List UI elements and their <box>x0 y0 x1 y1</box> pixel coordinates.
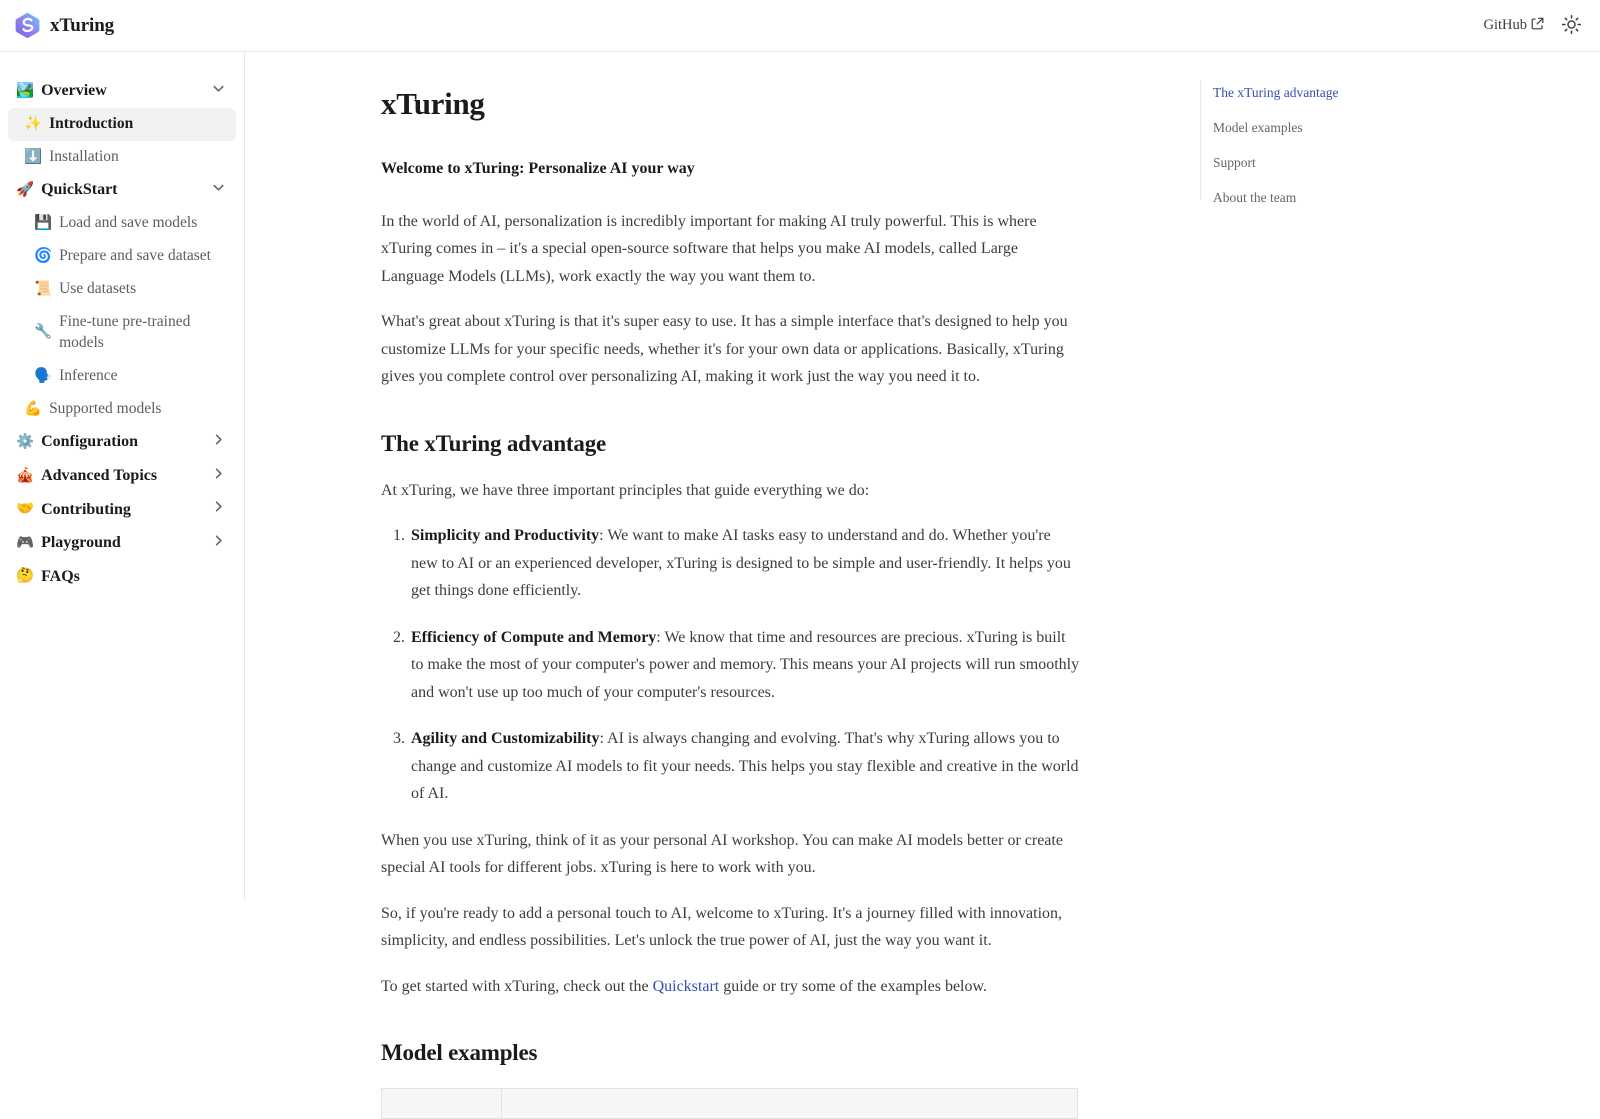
paragraph-1: In the world of AI, personalization is incredibly important for making AI truly powerful. This is where xTuring comes in – it's a special open-source software that helps you make AI models, called Large Language Models (LLMs), work exactly the way you want them to. <box>381 212 1037 285</box>
sidebar-item-introduction[interactable] <box>8 108 236 141</box>
sidebar-item-label: QuickStart <box>41 181 118 199</box>
rocket-icon: 🚀 <box>16 181 35 198</box>
github-link[interactable] <box>1484 17 1545 35</box>
sidebar-item-contributing[interactable] <box>8 493 236 527</box>
sidebar-item-label: Use datasets <box>59 279 137 297</box>
sidebar-item-label: Inference <box>59 366 118 384</box>
sun-icon <box>1561 14 1582 38</box>
top-navbar <box>0 0 1600 52</box>
scroll-icon: 📜 <box>34 281 53 298</box>
page-title: xTuring <box>381 86 485 121</box>
cta-paragraph <box>381 973 1081 1001</box>
flexed-biceps-icon: 💪 <box>24 400 43 417</box>
sidebar-item-advanced-topics[interactable] <box>8 459 236 493</box>
paragraph-4: So, if you're ready to add a personal touch to AI, welcome to xTuring. It's a journey filled with innovation, simplicity, and endless possibilities. Let's unlock the true power of AI, just the way you want it. <box>381 904 1063 950</box>
chevron-down-icon[interactable] <box>211 81 226 101</box>
principle-item <box>409 522 1081 605</box>
sidebar-item-label: Load and save models <box>59 214 198 232</box>
swirl-icon: 🌀 <box>34 248 53 265</box>
sparkles-icon: ✨ <box>24 115 43 132</box>
sidebar-item-playground[interactable] <box>8 526 236 560</box>
sidebar-item-faqs[interactable] <box>8 560 236 594</box>
sidebar-item-label: Installation <box>49 147 119 165</box>
toc-link-support[interactable]: Support <box>1213 154 1256 170</box>
paragraph-3: When you use xTuring, think of it as your personal AI workshop. You can make AI models better or create special AI tools for different jobs. xTuring is here to work with you. <box>381 831 1063 877</box>
chevron-right-icon[interactable] <box>211 466 226 486</box>
floppy-disk-icon: 💾 <box>34 215 53 232</box>
principle-text: : AI is always changing and evolving. That's why xTuring allows you to change and customize AI models to fit your needs. This helps you stay flexible and creative in the world of AI. <box>411 730 1079 803</box>
download-icon: ⬇️ <box>24 148 43 165</box>
sidebar-item-configuration[interactable] <box>8 425 236 459</box>
principle-item <box>409 725 1081 808</box>
navbar-actions <box>1484 13 1585 39</box>
sidebar-item-use-datasets[interactable] <box>8 273 236 306</box>
handshake-icon: 🤝 <box>16 501 35 518</box>
table-header-cell-2 <box>502 1089 1078 1119</box>
sidebar-item-label: Prepare and save dataset <box>59 246 211 264</box>
model-examples-table <box>381 1088 1078 1119</box>
sidebar-item-fine-tune-pre-trained-models[interactable] <box>8 306 236 360</box>
sidebar-item-label: Advanced Topics <box>41 467 158 485</box>
sidebar-item-label: Introduction <box>49 114 134 132</box>
advantage-intro: At xTuring, we have three important principles that guide everything we do: <box>381 481 870 499</box>
xturing-hexagon-logo-icon <box>14 12 41 39</box>
sidebar-item-label: Contributing <box>41 500 131 518</box>
sidebar-item-inference[interactable] <box>8 360 236 393</box>
sidebar-item-quickstart[interactable] <box>8 173 236 207</box>
doc-article <box>381 86 1081 1119</box>
sidebar-item-overview[interactable] <box>8 74 236 108</box>
landscape-icon: 🏞️ <box>16 82 35 99</box>
github-link-label: GitHub <box>1483 17 1527 33</box>
thinking-face-icon: 🤔 <box>16 568 35 585</box>
sidebar-item-installation[interactable] <box>8 141 236 174</box>
sidebar-item-label: Overview <box>41 82 107 99</box>
cta-suffix: guide or try some of the examples below. <box>719 977 988 995</box>
main-content <box>245 52 1200 1066</box>
sidebar-item-supported-models[interactable] <box>8 393 236 426</box>
page-lead: Welcome to xTuring: Personalize AI your way <box>381 160 695 177</box>
sidebar-item-label: Configuration <box>41 433 138 451</box>
sidebar-item-label: Fine-tune pre-trained models <box>59 312 191 351</box>
cta-prefix: To get started with xTuring, check out the <box>381 977 653 995</box>
sidebar-item-label: FAQs <box>41 567 80 585</box>
chevron-right-icon[interactable] <box>211 533 226 553</box>
paragraph-2: What's great about xTuring is that it's super easy to use. It has a simple interface that's designed to help you customize LLMs for your specific needs, whether it's for your own data or applications. Basically, xTuring gives you complete control over personalizing AI, making it work just the way you need it to. <box>381 313 1068 386</box>
sidebar-item-label: Playground <box>41 534 121 552</box>
table-header-row <box>382 1089 1078 1119</box>
sidebar-item-load-and-save-models[interactable] <box>8 207 236 240</box>
circus-tent-icon: 🎪 <box>16 467 35 484</box>
sidebar-navigation <box>0 52 245 900</box>
game-controller-icon: 🎮 <box>16 534 35 551</box>
external-link-icon <box>1531 17 1544 35</box>
principle-term: Efficiency of Compute and Memory <box>411 628 657 646</box>
toc-link-about-the-team[interactable]: About the team <box>1213 189 1297 205</box>
theme-toggle-button[interactable] <box>1558 13 1584 39</box>
toc-list <box>1200 80 1600 205</box>
toc-link-model-examples[interactable]: Model examples <box>1213 119 1303 135</box>
principle-term: Simplicity and Productivity <box>411 527 600 545</box>
speaking-head-icon: 🗣️ <box>34 367 53 384</box>
toc-link-the-xturing-advantage[interactable]: The xTuring advantage <box>1213 85 1339 100</box>
quickstart-link[interactable]: Quickstart <box>652 977 720 995</box>
brand-title: xTuring <box>50 14 115 36</box>
wrench-icon: 🔧 <box>34 324 53 341</box>
table-of-contents <box>1200 52 1600 900</box>
principle-term: Agility and Customizability <box>411 730 600 748</box>
gear-icon: ⚙️ <box>16 434 35 451</box>
sidebar-item-label: Supported models <box>49 399 162 417</box>
sidebar-item-prepare-and-save-dataset[interactable] <box>8 240 236 273</box>
principle-item <box>409 624 1081 707</box>
principle-text: : We want to make AI tasks easy to understand and do. Whether you're new to AI or an experienced developer, xTuring is designed to be simple and user-friendly. It helps you get things done efficiently. <box>411 527 1071 600</box>
heading-model-examples: Model examples <box>381 1040 538 1066</box>
chevron-down-icon[interactable] <box>211 180 226 200</box>
heading-xturing-advantage: The xTuring advantage <box>381 430 607 456</box>
principle-text: : We know that time and resources are precious. xTuring is built to make the most of your computer's power and memory. This means your AI projects will run smoothly and won't use up too much of your computer's resources. <box>411 628 1080 701</box>
principles-list <box>381 522 1081 808</box>
chevron-right-icon[interactable] <box>211 432 226 452</box>
chevron-right-icon[interactable] <box>211 499 226 519</box>
table-header-cell-1 <box>382 1089 502 1119</box>
brand-home-link[interactable] <box>14 12 114 39</box>
